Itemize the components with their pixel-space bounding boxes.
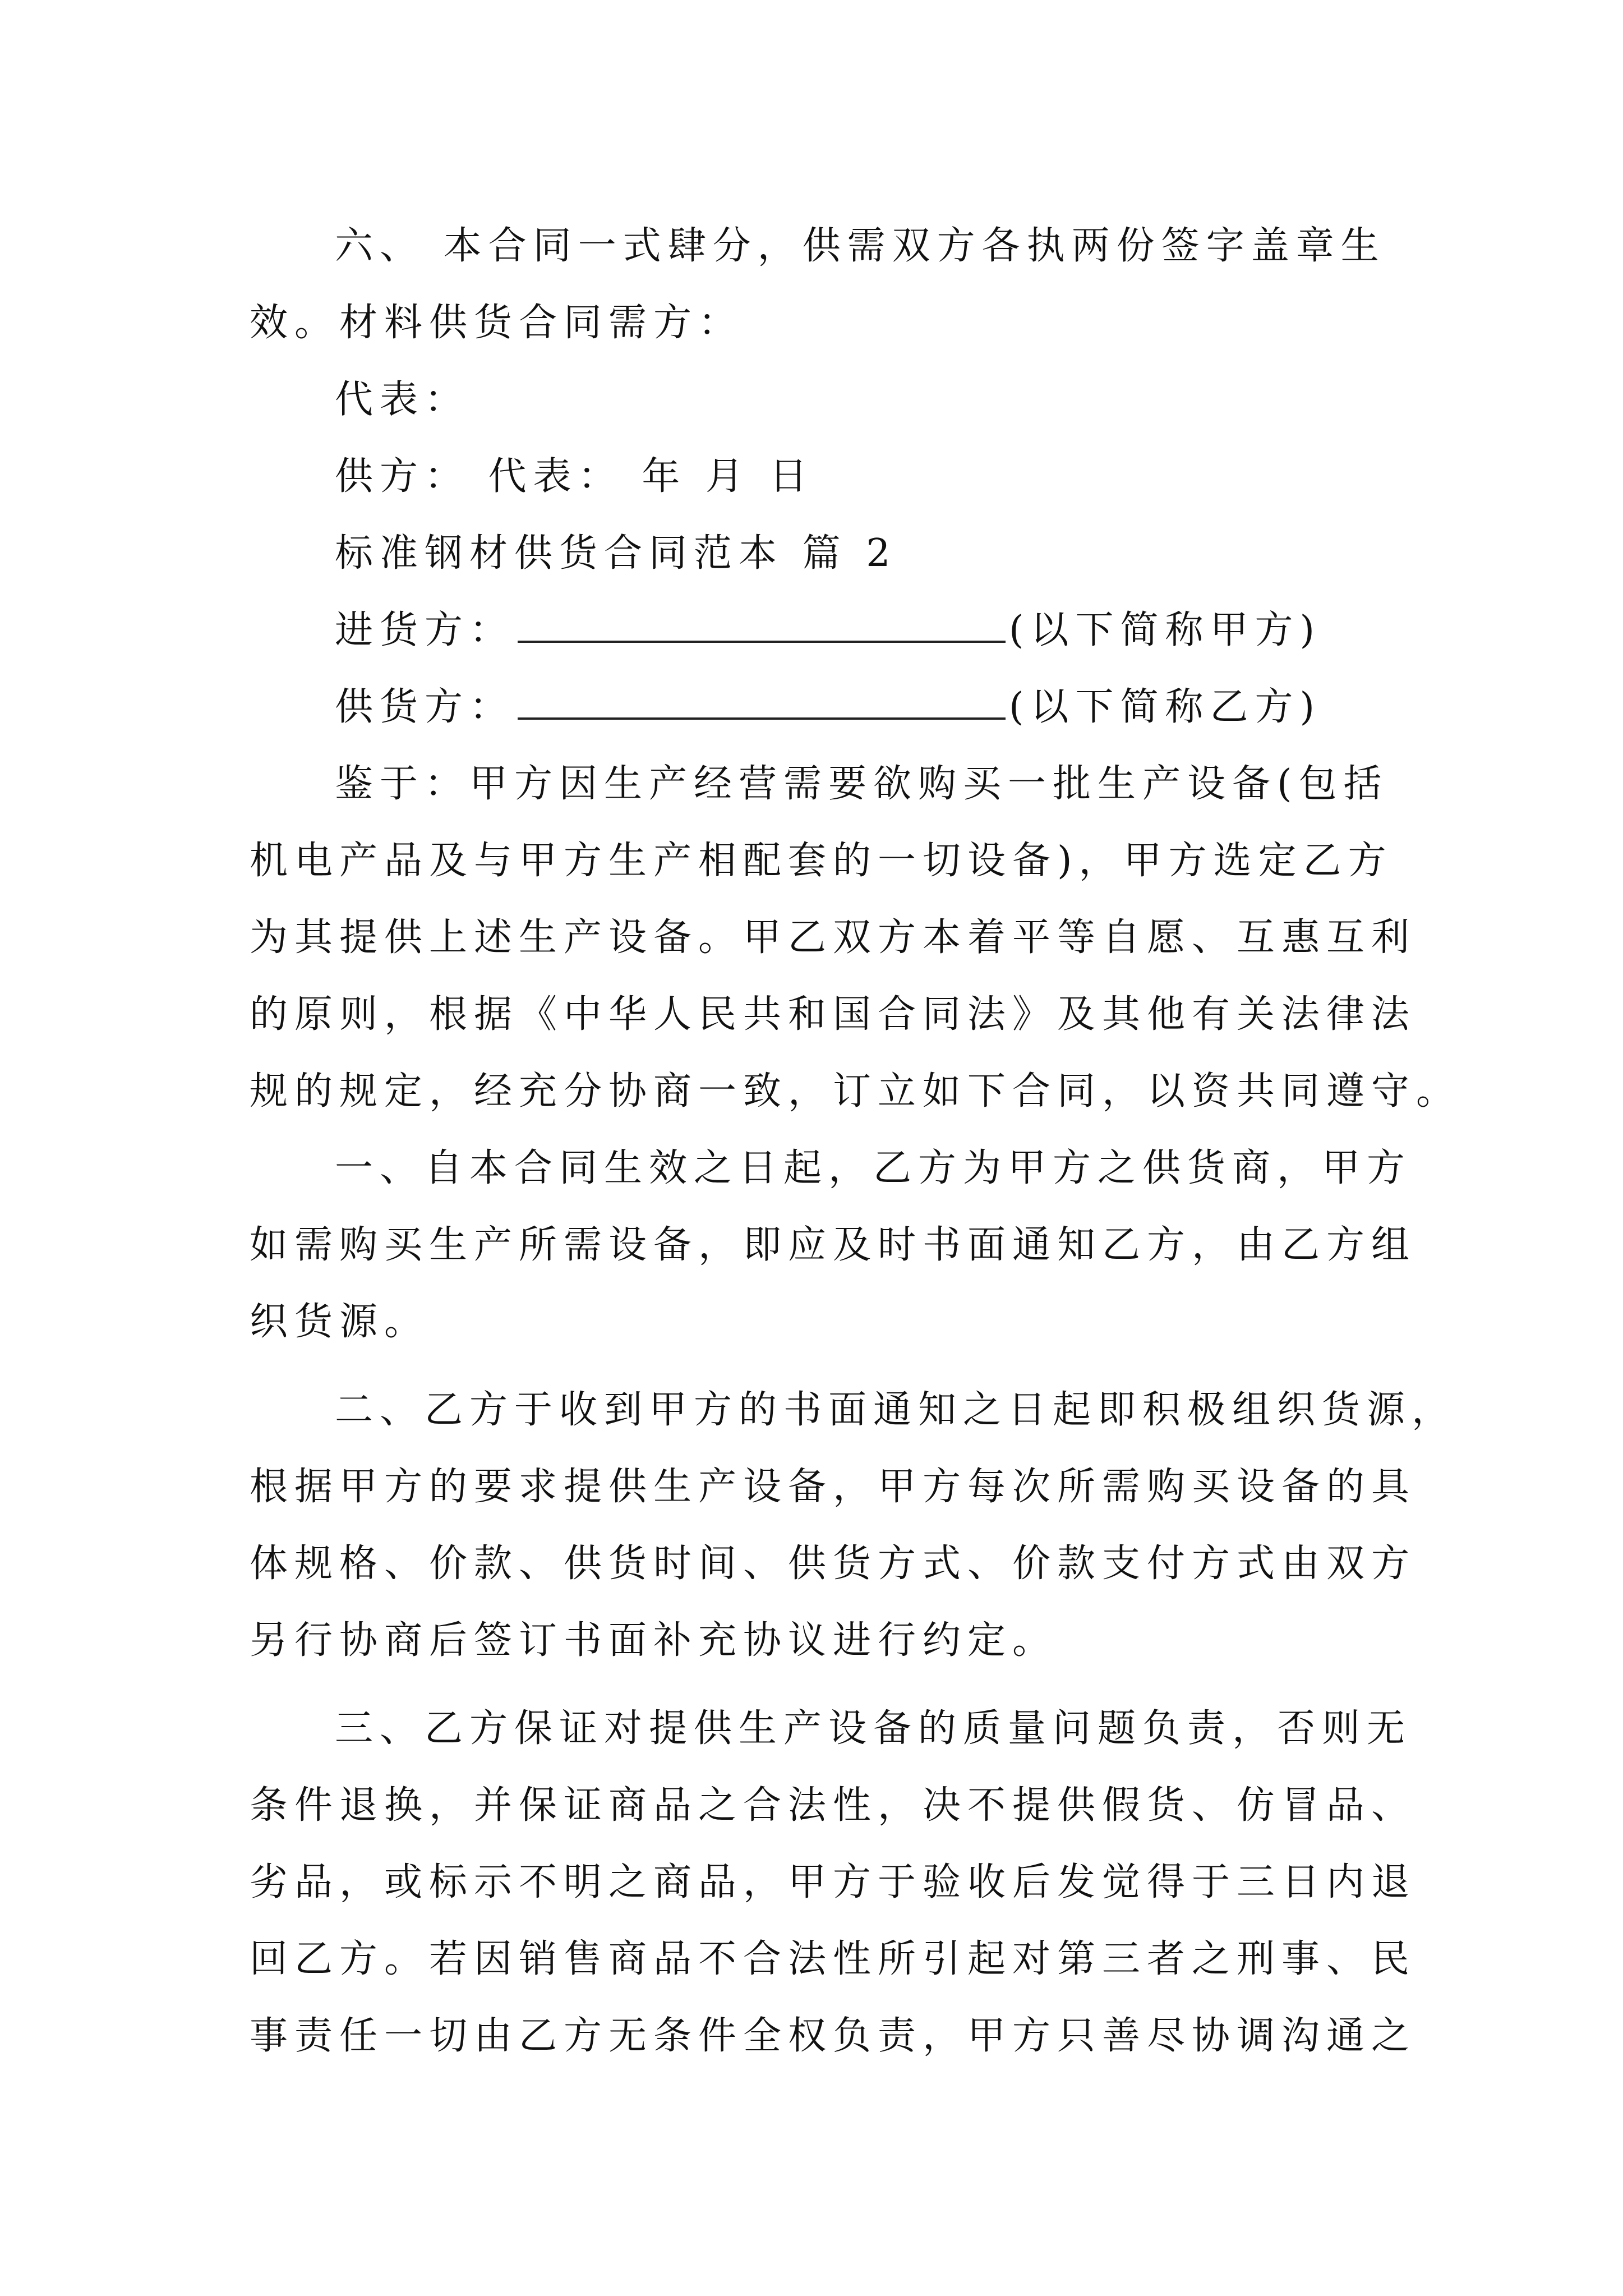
purchaser-line	[250, 592, 1391, 669]
body-line: 鉴于：甲方因生产经营需要欲购买一批生产设备(包括	[335, 762, 1389, 806]
body-line: 回乙方。若因销售商品不合法性所引起对第三者之刑事、民	[250, 1937, 1417, 1981]
purchaser-note: (以下简称甲方)	[1009, 608, 1322, 652]
supplier-signature-line: 供方： 代表： 年 月 日	[335, 454, 814, 499]
body-line: 体规格、价款、供货时间、供货方式、价款支付方式由双方	[250, 1542, 1417, 1586]
body-line: 三、乙方保证对提供生产设备的质量问题负责，否则无	[335, 1706, 1412, 1751]
purchaser-label: 进货方：	[335, 608, 515, 652]
body-line: 机电产品及与甲方生产相配套的一切设备)，甲方选定乙方	[250, 839, 1393, 883]
clause-six-line-1: 六、 本合同一式肆分，供需双方各执两份签字盖章生	[335, 224, 1386, 268]
body-line: 如需购买生产所需设备，即应及时书面通知乙方，由乙方组	[250, 1223, 1417, 1267]
contract-body	[250, 746, 1461, 2074]
body-line: 的原则，根据《中华人民共和国合同法》及其他有关法律法	[250, 992, 1417, 1037]
body-line: 劣品，或标示不明之商品，甲方于验收后发觉得于三日内退	[250, 1860, 1417, 1904]
supplier-label: 供货方：	[335, 685, 515, 729]
clause-six-line-2: 效。材料供货合同需方：	[250, 301, 744, 345]
body-line: 另行协商后签订书面补充协议进行约定。	[250, 1618, 1058, 1663]
supplier-line	[250, 669, 1391, 746]
section-title: 标准钢材供货合同范本 篇 2	[335, 531, 897, 576]
body-line: 为其提供上述生产设备。甲乙双方本着平等自愿、互惠互利	[250, 915, 1417, 960]
body-line: 根据甲方的要求提供生产设备，甲方每次所需购买设备的具	[250, 1465, 1417, 1509]
body-line: 织货源。	[250, 1300, 430, 1344]
body-line: 二、乙方于收到甲方的书面通知之日起即积极组织货源，	[335, 1388, 1457, 1432]
contract-text	[250, 208, 1461, 2074]
supplier-blank	[518, 684, 1006, 720]
body-line: 条件退换，并保证商品之合法性，决不提供假货、仿冒品、	[250, 1783, 1417, 1828]
body-line: 一、自本合同生效之日起，乙方为甲方之供货商，甲方	[335, 1146, 1412, 1190]
purchaser-blank	[518, 607, 1006, 643]
supplier-note: (以下简称乙方)	[1009, 685, 1322, 729]
body-line: 规的规定，经充分协商一致，订立如下合同，以资共同遵守。	[250, 1069, 1461, 1114]
body-line: 事责任一切由乙方无条件全权负责，甲方只善尽协调沟通之	[250, 2014, 1417, 2058]
representative-line: 代表：	[335, 378, 470, 422]
